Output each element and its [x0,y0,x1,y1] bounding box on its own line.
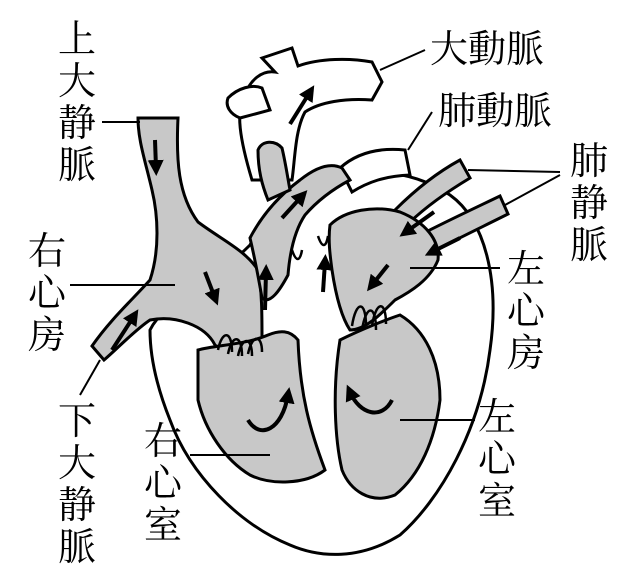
label-left-ventricle: 左心室 [477,395,516,523]
label-right-atrium: 右心房 [27,229,66,357]
label-left-atrium: 左心房 [506,247,545,375]
label-right-ventricle: 右心室 [143,419,182,547]
label-pulmonary-vein: 肺静脈 [569,139,608,267]
label-superior-vena-cava: 上大静脈 [57,17,96,187]
label-inferior-vena-cava: 下大静脈 [57,399,96,569]
label-aorta: 大動脈 [430,27,545,71]
label-pulmonary-artery: 肺動脈 [438,89,553,133]
